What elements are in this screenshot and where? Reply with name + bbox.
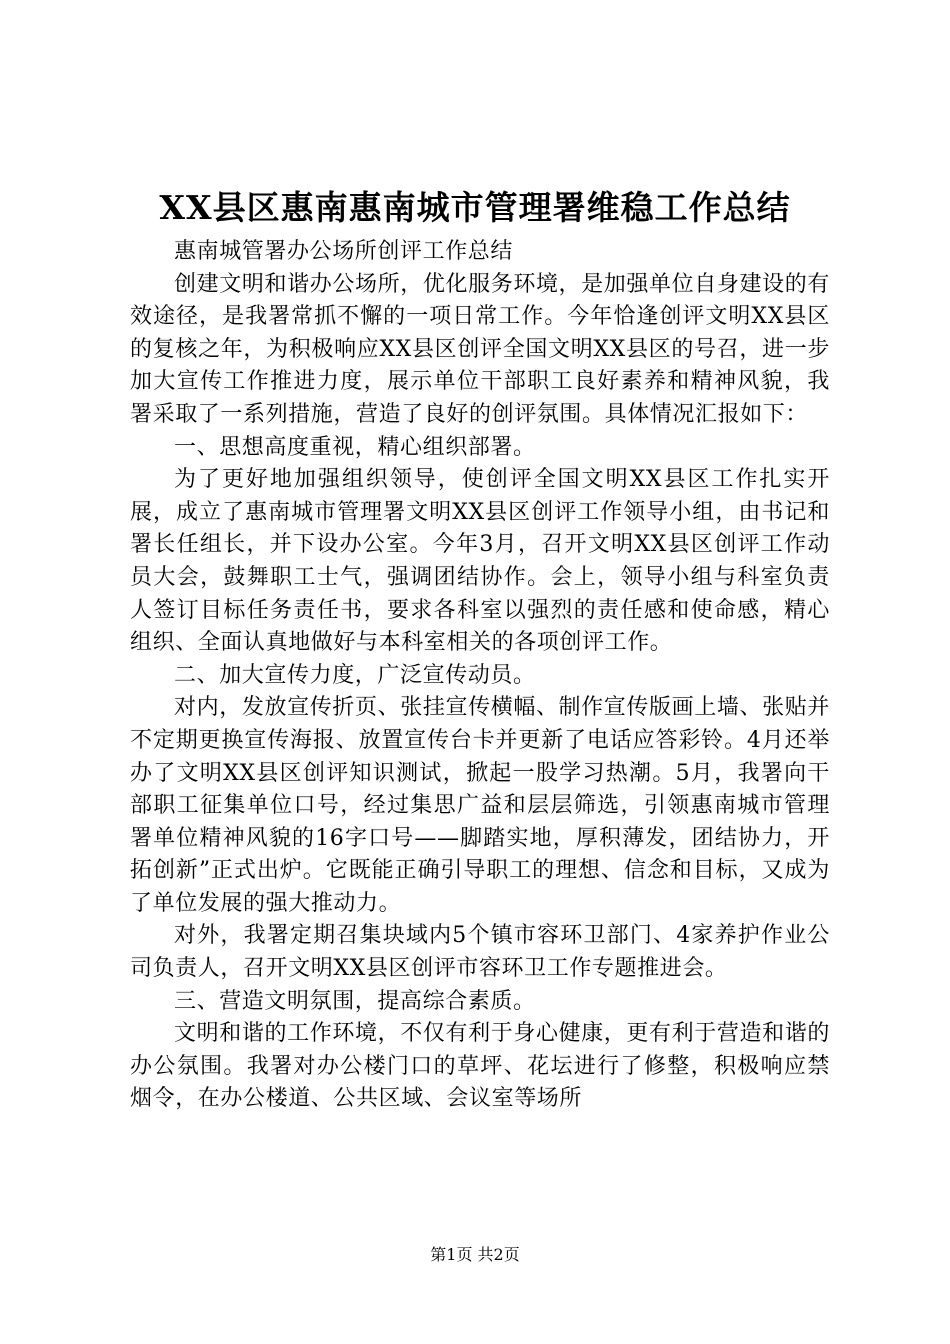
document-body bbox=[130, 236, 830, 1116]
paragraph-intro: 创建文明和谐办公场所，优化服务环境，是加强单位自身建设的有效途径，是我署常抓不懈的一项日常工作。今年恰逢创评文明XX县区的复核之年，为积极响应XX县区创评全国文明XX县区的号召，进一步加大宣传工作推进力度，展示单位干部职工良好素养和精神风貌，我署采取了一系列措施，营造了良好的创评氛围。具体情况汇报如下： bbox=[130, 271, 830, 427]
section-heading-2: 二、加大宣传力度，广泛宣传动员。 bbox=[174, 662, 536, 688]
paragraph-section-2-internal: 对内，发放宣传折页、张挂宣传横幅、制作宣传版画上墙、张贴并不定期更换宣传海报、放置宣传台卡并更新了电话应答彩铃。4月还举办了文明XX县区创评知识测试，掀起一股学习热潮。5月，我署向干部职工征集单位口号，经过集思广益和层层筛选，引领惠南城市管理署单位精神风貌的16字口号——脚踏实地，厚积薄发，团结协力，开拓创新”正式出炉。它既能正确引导职工的理想、信念和目标，又成为了单位发展的强大推动力。 bbox=[130, 695, 830, 916]
section-heading-1: 一、思想高度重视，精心组织部署。 bbox=[174, 434, 536, 460]
paragraph-subtitle: 惠南城管署办公场所创评工作总结 bbox=[174, 239, 514, 264]
document-title: XX县区惠南惠南城市管理署维稳工作总结 bbox=[159, 188, 791, 227]
page-footer: 第1页 共2页 bbox=[430, 1245, 520, 1264]
paragraph-section-1: 为了更好地加强组织领导，使创评全国文明XX县区工作扎实开展，成立了惠南城市管理署文明XX县区创评工作领导小组，由书记和署长任组长，并下设办公室。今年3月，召开文明XX县区创评工作动员大会，鼓舞职工士气，强调团结协作。会上，领导小组与科室负责人签订目标任务责任书，要求各科室以强烈的责任感和使命感，精心组织、全面认真地做好与本科室相关的各项创评工作。 bbox=[130, 467, 830, 656]
section-heading-3: 三、营造文明氛围，提高综合素质。 bbox=[174, 988, 536, 1014]
paragraph-section-2-external: 对外，我署定期召集块域内5个镇市容环卫部门、4家养护作业公司负责人，召开文明XX县区创评市容环卫工作专题推进会。 bbox=[130, 923, 830, 982]
paragraph-section-3: 文明和谐的工作环境，不仅有利于身心健康，更有利于营造和谐的办公氛围。我署对办公楼门口的草坪、花坛进行了修整，积极响应禁烟令，在办公楼道、公共区域、会议室等场所 bbox=[130, 1021, 830, 1112]
